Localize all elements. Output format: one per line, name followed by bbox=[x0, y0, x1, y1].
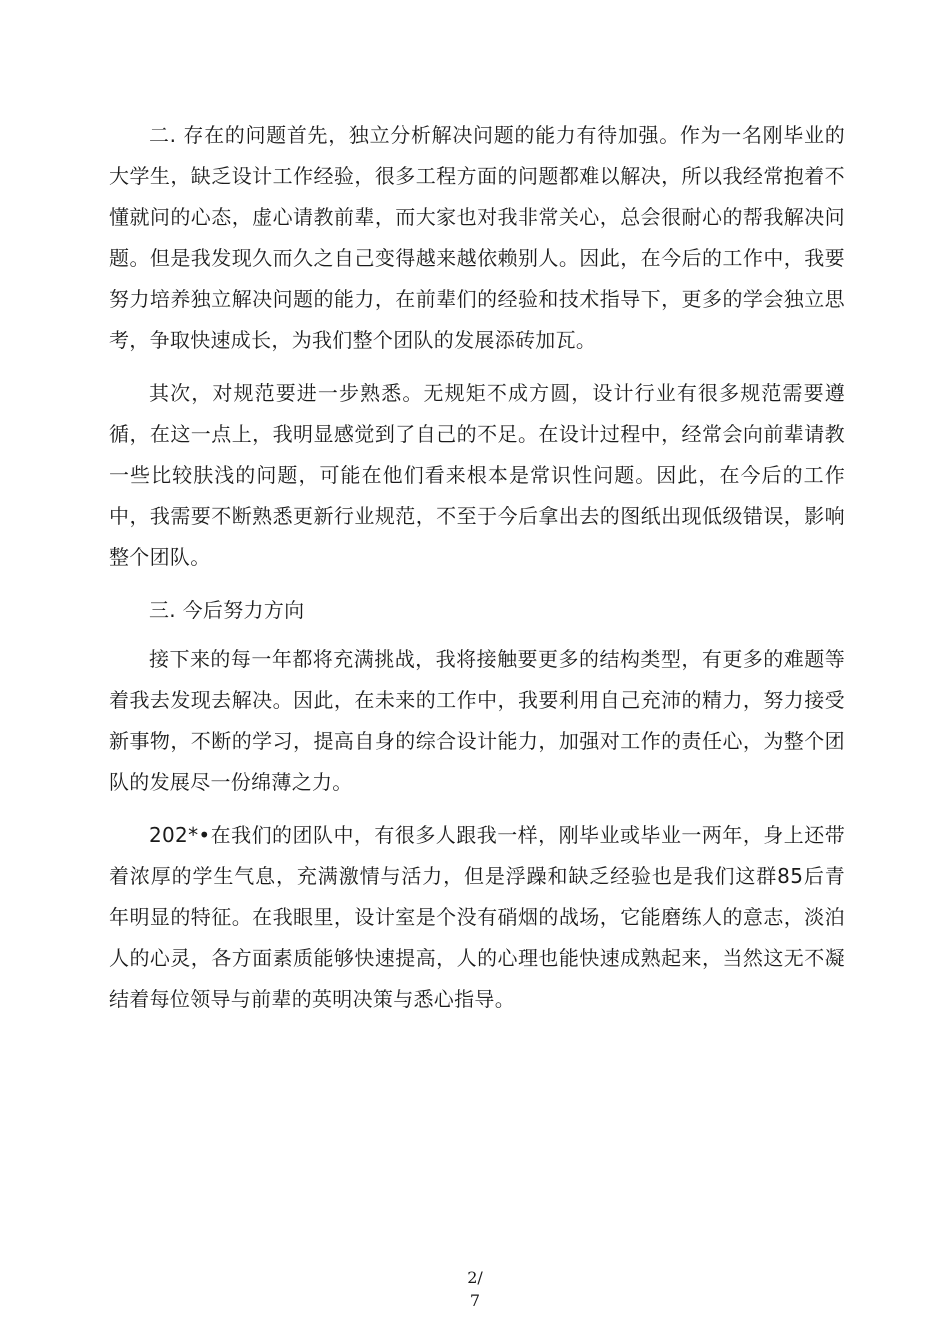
document-body bbox=[109, 115, 845, 1032]
section-heading-future-direction: 三. 今后努力方向 bbox=[149, 598, 305, 622]
paragraph-existing-problems: 二. 存在的问题首先，独立分析解决问题的能力有待加强。作为一名刚毕业的大学生，缺乏设计工作经验，很多工程方面的问题都难以解决，所以我经常抱着不懂就问的心态，虚心请教前辈，而大家也对我非常关心，总会很耐心的帮我解决问题。但是我发现久而久之自己变得越来越依赖别人。因此，在今后的工作中，我要努力培养独立解决问题的能力，在前辈们的经验和技术指导下，更多的学会独立思考，争取快速成长，为我们整个团队的发展添砖加瓦。 bbox=[109, 123, 845, 352]
paragraph-team-reflection: 202*•在我们的团队中，有很多人跟我一样，刚毕业或毕业一两年，身上还带着浓厚的学生气息，充满激情与活力，但是浮躁和缺乏经验也是我们这群85后青年明显的特征。在我眼里，设计室是个没有硝烟的战场，它能磨练人的意志，淡泊人的心灵，各方面素质能够快速提高，人的心理也能快速成熟起来，当然这无不凝结着每位领导与前辈的英明决策与悉心指导。 bbox=[109, 823, 845, 1011]
paragraph-future-challenges: 接下来的每一年都将充满挑战，我将接触要更多的结构类型，有更多的难题等着我去发现去解决。因此，在未来的工作中，我要利用自己充沛的精力，努力接受新事物，不断的学习，提高自身的综合设计能力，加强对工作的责任心，为整个团队的发展尽一份绵薄之力。 bbox=[109, 647, 845, 794]
page-number-total: 7 bbox=[469, 1291, 481, 1310]
page-number bbox=[445, 1266, 505, 1312]
paragraph-standards: 其次，对规范要进一步熟悉。无规矩不成方圆，设计行业有很多规范需要遵循，在这一点上，我明显感觉到了自己的不足。在设计过程中，经常会向前辈请教一些比较肤浅的问题，可能在他们看来根本是常识性问题。因此，在今后的工作中，我需要不断熟悉更新行业规范，不至于今后拿出去的图纸出现低级错误，影响整个团队。 bbox=[109, 381, 845, 569]
page-number-current: 2/ bbox=[467, 1268, 483, 1287]
